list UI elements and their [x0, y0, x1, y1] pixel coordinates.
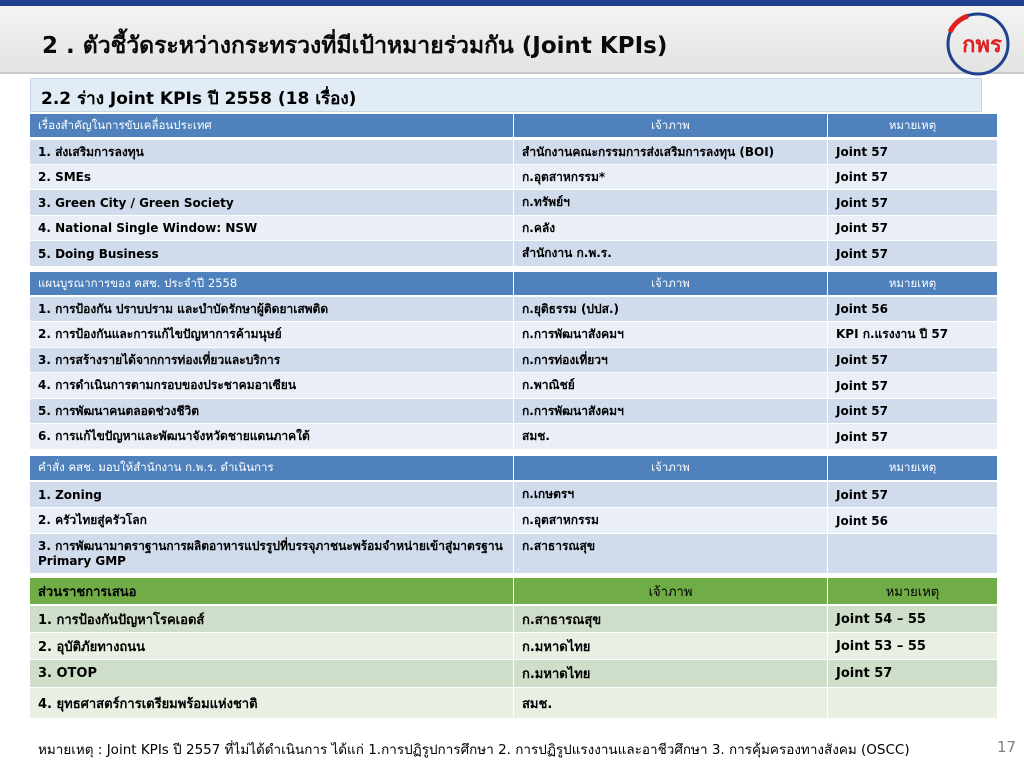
cell-topic: 4. National Single Window: NSW [30, 216, 514, 241]
table-row [30, 424, 997, 450]
cell-host: ก.มหาดไทย [514, 660, 828, 688]
table-row [30, 190, 997, 216]
cell-host: สำนักงาน ก.พ.ร. [514, 241, 828, 267]
table-row [30, 660, 997, 688]
cell-host: ก.การพัฒนาสังคมฯ [514, 399, 828, 424]
cell-note: Joint 56 [828, 508, 997, 534]
column-header-note: หมายเหตุ [828, 578, 997, 605]
cell-topic: 3. OTOP [30, 660, 514, 688]
footnote: หมายเหตุ : Joint KPIs ปี 2557 ที่ไม่ได้ดำเนินการ ได้แก่ 1.การปฏิรูปการศึกษา 2. การปฏิรูปแรงงานและอาชีวศึกษา 3. การคุ้มครองทางสังคม (OSCC) [38, 742, 910, 758]
cell-note [828, 688, 997, 719]
column-header-topic: ส่วนราชการเสนอ [30, 578, 514, 605]
page-number: 17 [997, 738, 1017, 756]
cell-topic: 6. การแก้ไขปัญหาและพัฒนาจังหวัดชายแดนภาคใต้ [30, 424, 514, 450]
table-row [30, 399, 997, 424]
cell-note: Joint 57 [828, 373, 997, 399]
cell-host: ก.ทรัพย์ฯ [514, 190, 828, 216]
cell-topic: 2. อุบัติภัยทางถนน [30, 633, 514, 660]
cell-host: ก.คลัง [514, 216, 828, 241]
cell-note: KPI ก.แรงงาน ปี 57 [828, 322, 997, 348]
cell-host: สมช. [514, 424, 828, 450]
cell-topic: 2. SMEs [30, 165, 514, 190]
cell-topic: 3. การพัฒนามาตราฐานการผลิตอาหารแปรรูปที่บรรจุภาชนะพร้อมจำหน่ายเข้าสู่มาตรฐาน Primary GMP [30, 534, 514, 574]
table-row [30, 165, 997, 190]
cell-host: ก.พาณิชย์ [514, 373, 828, 399]
column-header-topic: เรื่องสำคัญในการขับเคลื่อนประเทศ [30, 114, 514, 138]
table-row [30, 534, 997, 574]
table-row [30, 482, 997, 508]
cell-host: ก.สาธารณสุข [514, 534, 828, 574]
cell-host: ก.สาธารณสุข [514, 606, 828, 633]
logo-icon [938, 10, 1022, 78]
column-header-host: เจ้าภาพ [514, 114, 828, 138]
table-row [30, 606, 997, 633]
cell-topic: 5. การพัฒนาคนตลอดช่วงชีวิต [30, 399, 514, 424]
cell-host: สำนักงานคณะกรรมการส่งเสริมการลงทุน (BOI) [514, 140, 828, 165]
table-header-row [30, 114, 997, 138]
column-header-note: หมายเหตุ [828, 456, 997, 481]
table-header-row [30, 272, 997, 296]
cell-note: Joint 57 [828, 241, 997, 267]
cell-note: Joint 57 [828, 660, 997, 688]
cell-note: Joint 57 [828, 165, 997, 190]
cell-host: ก.การท่องเที่ยวฯ [514, 348, 828, 373]
table-row [30, 373, 997, 399]
cell-topic: 5. Doing Business [30, 241, 514, 267]
cell-topic: 1. Zoning [30, 482, 514, 508]
cell-host: ก.อุตสาหกรรม [514, 508, 828, 534]
cell-topic: 1. การป้องกันปัญหาโรคเอดส์ [30, 606, 514, 633]
cell-note: Joint 54 – 55 [828, 606, 997, 633]
table-row [30, 216, 997, 241]
column-header-note: หมายเหตุ [828, 272, 997, 296]
table-row [30, 688, 997, 719]
cell-host: สมช. [514, 688, 828, 719]
cell-topic: 1. การป้องกัน ปราบปราม และบำบัดรักษาผู้ติดยาเสพติด [30, 297, 514, 322]
cell-host: ก.มหาดไทย [514, 633, 828, 660]
column-header-topic: คำสั่ง คสช. มอบให้สำนักงาน ก.พ.ร. ดำเนินการ [30, 456, 514, 481]
table-row [30, 322, 997, 348]
cell-note: Joint 57 [828, 190, 997, 216]
table-row [30, 140, 997, 165]
table-row [30, 633, 997, 660]
cell-host: ก.การพัฒนาสังคมฯ [514, 322, 828, 348]
cell-topic: 3. Green City / Green Society [30, 190, 514, 216]
table-row [30, 508, 997, 534]
cell-note: Joint 57 [828, 140, 997, 165]
table-header-row [30, 456, 997, 481]
cell-note: Joint 57 [828, 348, 997, 373]
cell-topic: 2. ครัวไทยสู่ครัวโลก [30, 508, 514, 534]
cell-note: Joint 57 [828, 424, 997, 450]
cell-note: Joint 57 [828, 216, 997, 241]
subtitle: 2.2 ร่าง Joint KPIs ปี 2558 (18 เรื่อง) [30, 78, 982, 112]
cell-topic: 4. การดำเนินการตามกรอบของประชาคมอาเซียน [30, 373, 514, 399]
table-row [30, 297, 997, 322]
table-row [30, 348, 997, 373]
column-header-host: เจ้าภาพ [514, 272, 828, 296]
cell-note: Joint 56 [828, 297, 997, 322]
cell-note: Joint 57 [828, 399, 997, 424]
cell-topic: 3. การสร้างรายได้จากการท่องเที่ยวและบริการ [30, 348, 514, 373]
column-header-host: เจ้าภาพ [514, 456, 828, 481]
column-header-host: เจ้าภาพ [514, 578, 828, 605]
cell-topic: 4. ยุทธศาสตร์การเตรียมพร้อมแห่งชาติ [30, 688, 514, 719]
logo-text: กพร [962, 32, 1002, 57]
page-title: 2 . ตัวชี้วัดระหว่างกระทรวงที่มีเป้าหมายร่วมกัน (Joint KPIs) [42, 33, 668, 59]
column-header-note: หมายเหตุ [828, 114, 997, 138]
cell-host: ก.อุตสาหกรรม* [514, 165, 828, 190]
cell-note: Joint 53 – 55 [828, 633, 997, 660]
cell-note [828, 534, 997, 574]
cell-topic: 2. การป้องกันและการแก้ไขปัญหาการค้ามนุษย์ [30, 322, 514, 348]
table-header-row [30, 578, 997, 605]
header-bar [0, 6, 1024, 74]
cell-host: ก.ยุติธรรม (ปปส.) [514, 297, 828, 322]
cell-note: Joint 57 [828, 482, 997, 508]
cell-host: ก.เกษตรฯ [514, 482, 828, 508]
column-header-topic: แผนบูรณาการของ คสช. ประจำปี 2558 [30, 272, 514, 296]
cell-topic: 1. ส่งเสริมการลงทุน [30, 140, 514, 165]
table-row [30, 241, 997, 267]
